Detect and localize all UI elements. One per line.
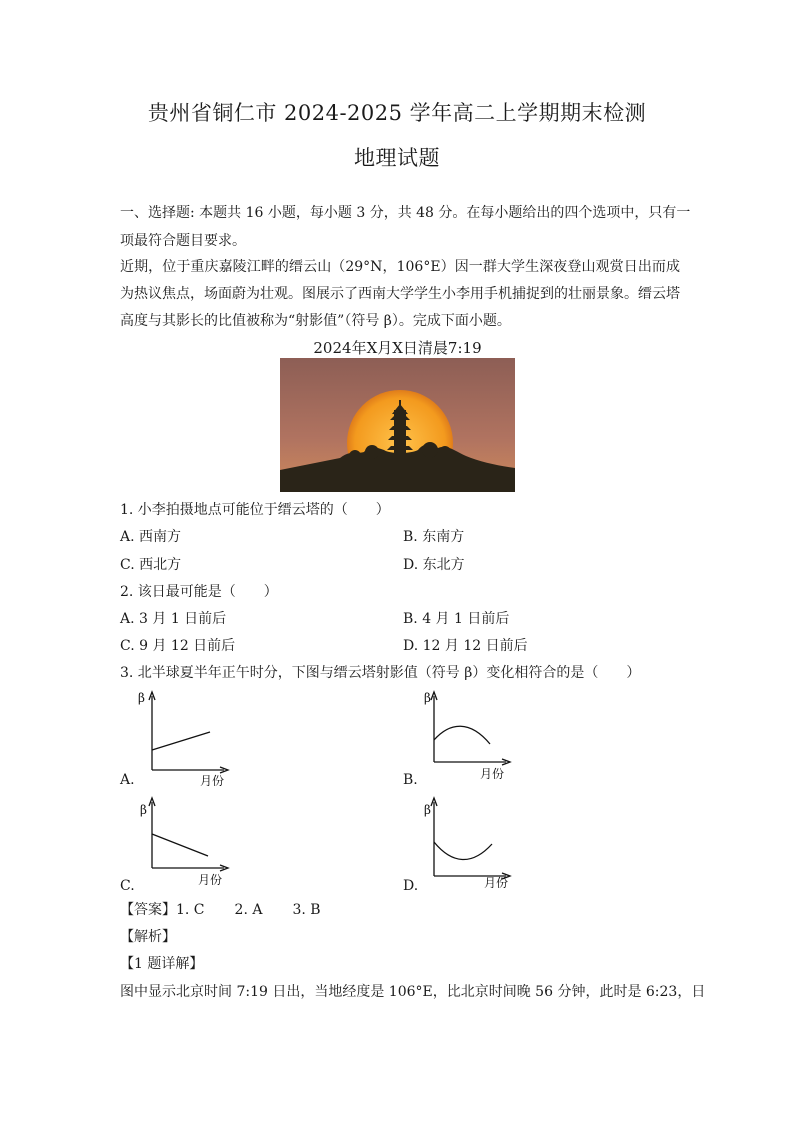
answer-item-3: 3. B <box>292 902 321 918</box>
graph-a-x-label: 月份 <box>200 774 225 786</box>
q2-option-b[interactable]: B. 4 月 1 日前后 <box>403 611 510 627</box>
answer-item-2: 2. A <box>234 902 263 918</box>
graph-d[interactable] <box>414 792 524 892</box>
section-intro-line1: 一、选择题: 本题共 16 小题，每小题 3 分，共 48 分。在每小题给出的四个选项中，只有一 <box>120 205 691 221</box>
analysis-detail-label: 【1 题详解】 <box>120 956 204 972</box>
answer-item-1: 1. C <box>176 902 205 918</box>
q2-option-c[interactable]: C. 9 月 12 日前后 <box>120 638 236 654</box>
q1-option-b[interactable]: B. 东南方 <box>403 529 465 545</box>
graph-a-y-label: β <box>138 691 145 705</box>
graph-b[interactable] <box>414 686 524 786</box>
graph-c[interactable] <box>132 792 242 892</box>
sunrise-photo <box>280 358 515 492</box>
analysis-text: 图中显示北京时间 7:19 日出，当地经度是 106°E，比北京时间晚 56 分钟，此时是 6:23，日 <box>120 984 706 1000</box>
q1-option-a[interactable]: A. 西南方 <box>120 529 182 545</box>
graph-b-curve <box>434 726 490 744</box>
graph-c-curve <box>152 834 208 856</box>
q1-option-c[interactable]: C. 西北方 <box>120 557 182 573</box>
graph-d-curve <box>434 842 492 860</box>
graph-a[interactable] <box>132 686 242 786</box>
graph-a-curve <box>152 732 210 750</box>
analysis-label: 【解析】 <box>120 929 176 945</box>
question-3-stem: 3. 北半球夏半年正午时分，下图与缙云塔射影值（符号 β）变化相符合的是（ ） <box>120 665 641 681</box>
graph-b-x-label: 月份 <box>480 767 505 781</box>
reading-passage: 近期，位于重庆嘉陵江畔的缙云山（29°N，106°E）因一群大学生深夜登山观赏日出而成为热议焦点，场面蔚为壮观。图展示了西南大学学生小李用手机捕捉到的壮丽景象。缙云塔高度与其影长的比值被称为“射影值”（符号 β）。完成下面小题。 <box>120 259 680 329</box>
page-title: 贵州省铜仁市 2024-2025 学年高二上学期期末检测 <box>147 101 647 125</box>
graph-c-x-label: 月份 <box>198 873 223 887</box>
graph-a-letter[interactable]: A. <box>120 772 135 788</box>
answer-label: 【答案】 <box>120 902 176 918</box>
page-subtitle: 地理试题 <box>354 146 440 170</box>
graph-d-x-label: 月份 <box>484 876 509 890</box>
q2-option-d[interactable]: D. 12 月 12 日前后 <box>403 638 528 654</box>
q1-option-d[interactable]: D. 东北方 <box>403 557 465 573</box>
graph-c-letter[interactable]: C. <box>120 878 135 894</box>
question-2-stem: 2. 该日最可能是（ ） <box>120 584 278 600</box>
graph-b-letter[interactable]: B. <box>403 772 418 788</box>
graph-c-y-label: β <box>140 803 147 817</box>
graph-d-letter[interactable]: D. <box>403 878 419 894</box>
answer-row <box>120 900 321 920</box>
section-intro-line2: 项最符合题目要求。 <box>120 233 246 249</box>
photo-caption: 2024年X月X日清晨7:19 <box>313 339 482 357</box>
graph-b-y-label: β <box>424 691 431 705</box>
graph-d-y-label: β <box>424 803 431 817</box>
question-1-stem: 1. 小李拍摄地点可能位于缙云塔的（ ） <box>120 502 390 518</box>
q2-option-a[interactable]: A. 3 月 1 日前后 <box>120 611 227 627</box>
